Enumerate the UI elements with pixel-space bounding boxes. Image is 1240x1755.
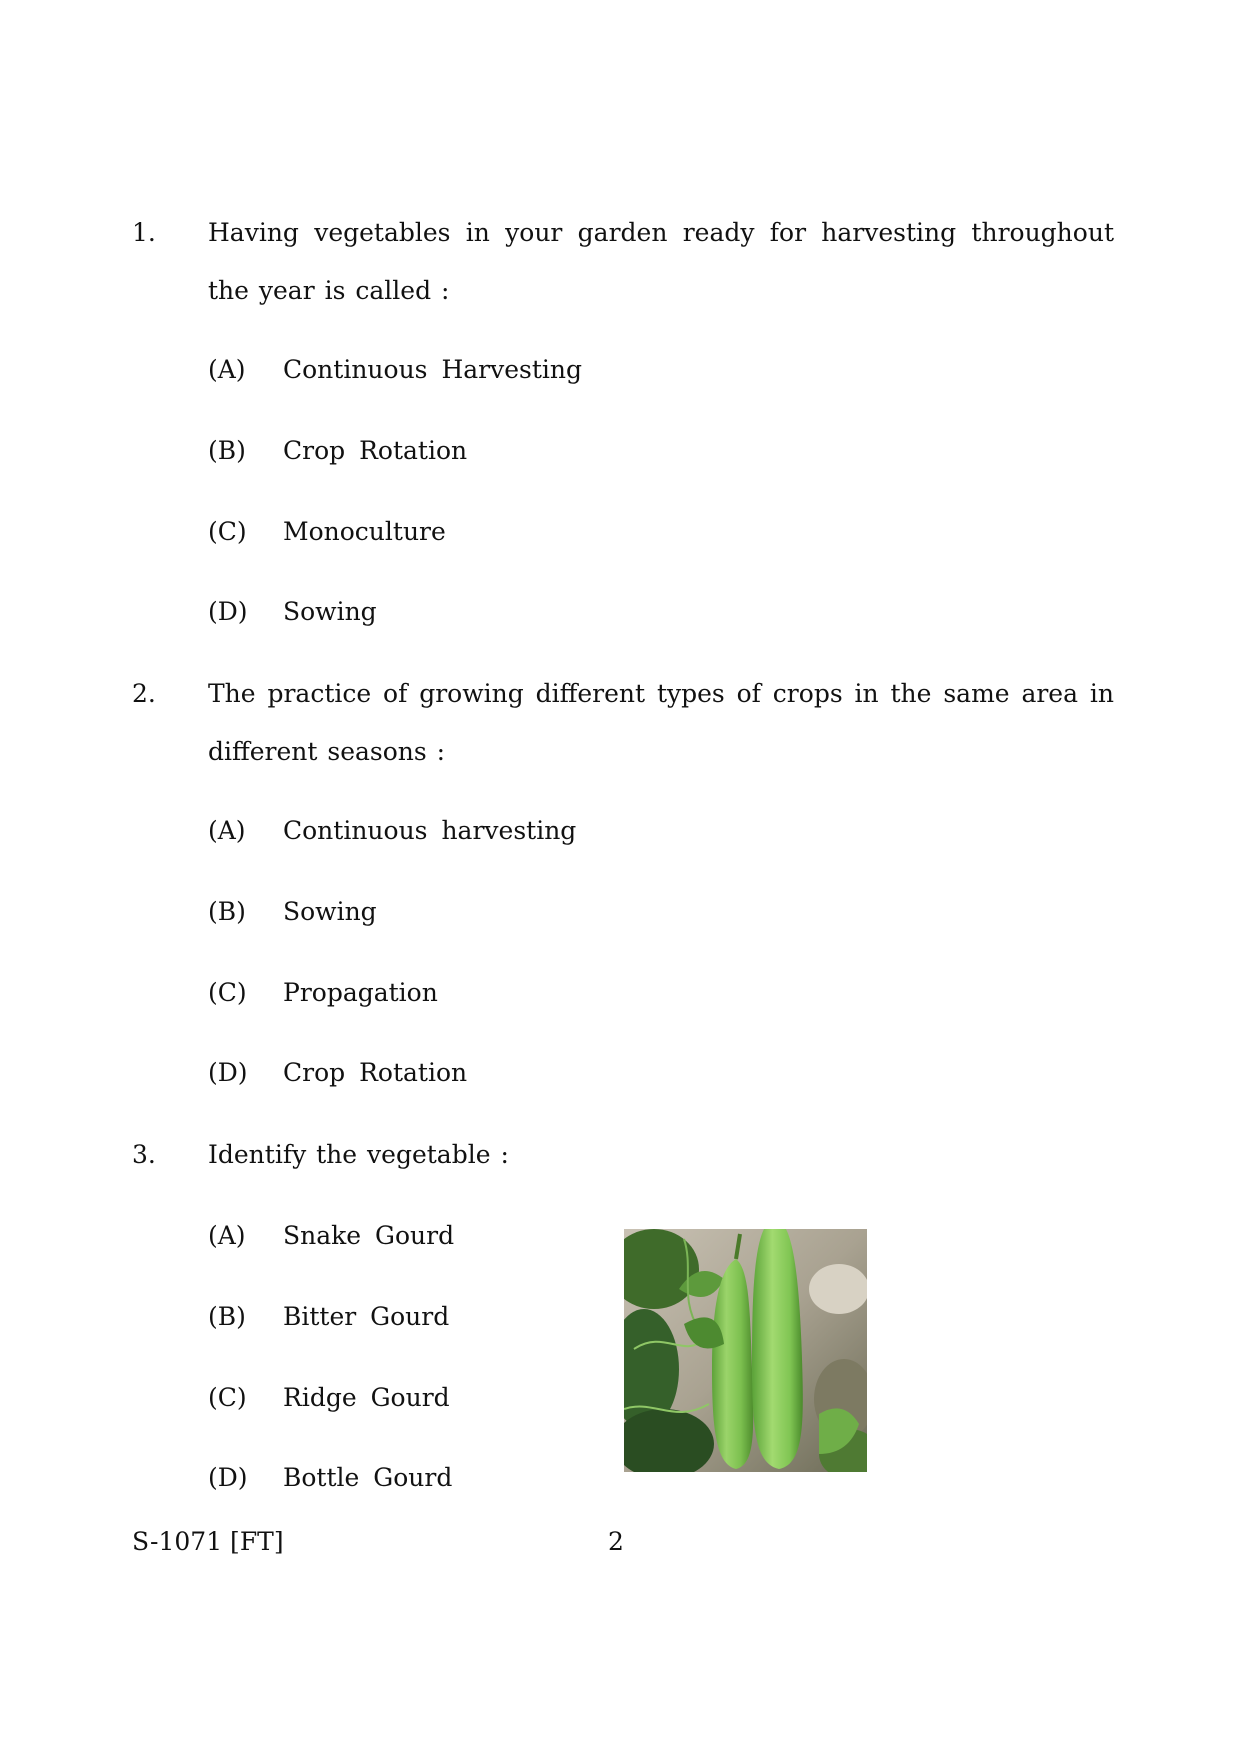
option-text: Propagation bbox=[283, 978, 438, 1007]
question-3-option-c bbox=[208, 1383, 450, 1413]
option-text: Crop Rotation bbox=[283, 1058, 468, 1087]
option-letter: (D) bbox=[208, 1463, 248, 1492]
option-text: Snake Gourd bbox=[283, 1221, 455, 1250]
question-2-option-d bbox=[208, 1058, 467, 1088]
option-letter: (A) bbox=[208, 1221, 246, 1250]
question-1-option-b bbox=[208, 436, 467, 466]
question-1-option-a bbox=[208, 355, 582, 385]
question-1-text: Having vegetables in your garden ready for harvesting throughout the year is called : bbox=[208, 218, 1114, 305]
option-letter: (A) bbox=[208, 355, 246, 384]
question-1-number: 1. bbox=[132, 218, 156, 247]
question-3-option-a bbox=[208, 1221, 454, 1251]
option-text: Crop Rotation bbox=[283, 436, 468, 465]
question-1-option-d bbox=[208, 597, 377, 627]
vegetable-photo bbox=[624, 1229, 867, 1472]
question-2-option-c bbox=[208, 978, 438, 1008]
option-letter: (B) bbox=[208, 897, 246, 926]
option-letter: (D) bbox=[208, 1058, 248, 1087]
question-3-option-b bbox=[208, 1302, 449, 1332]
page-number: 2 bbox=[608, 1527, 624, 1556]
option-letter: (A) bbox=[208, 816, 246, 845]
option-letter: (B) bbox=[208, 1302, 246, 1331]
option-text: Sowing bbox=[283, 597, 377, 626]
question-3-option-d bbox=[208, 1463, 452, 1493]
option-text: Continuous harvesting bbox=[283, 816, 577, 845]
question-2-number: 2. bbox=[132, 679, 156, 708]
option-letter: (D) bbox=[208, 597, 248, 626]
question-2-option-a bbox=[208, 816, 576, 846]
option-text: Ridge Gourd bbox=[283, 1383, 450, 1412]
question-3-text: Identify the vegetable : bbox=[208, 1140, 509, 1169]
option-text: Continuous Harvesting bbox=[283, 355, 583, 384]
question-2-text: The practice of growing different types of crops in the same area in different seasons : bbox=[208, 679, 1114, 766]
option-letter: (C) bbox=[208, 1383, 247, 1412]
option-text: Bitter Gourd bbox=[283, 1302, 450, 1331]
option-letter: (B) bbox=[208, 436, 246, 465]
question-2-option-b bbox=[208, 897, 377, 927]
option-letter: (C) bbox=[208, 978, 247, 1007]
option-letter: (C) bbox=[208, 517, 247, 546]
paper-code: S-1071 [FT] bbox=[132, 1527, 284, 1556]
option-text: Sowing bbox=[283, 897, 377, 926]
option-text: Monoculture bbox=[283, 517, 446, 546]
question-3-number: 3. bbox=[132, 1140, 156, 1169]
question-1-option-c bbox=[208, 517, 446, 547]
option-text: Bottle Gourd bbox=[283, 1463, 453, 1492]
